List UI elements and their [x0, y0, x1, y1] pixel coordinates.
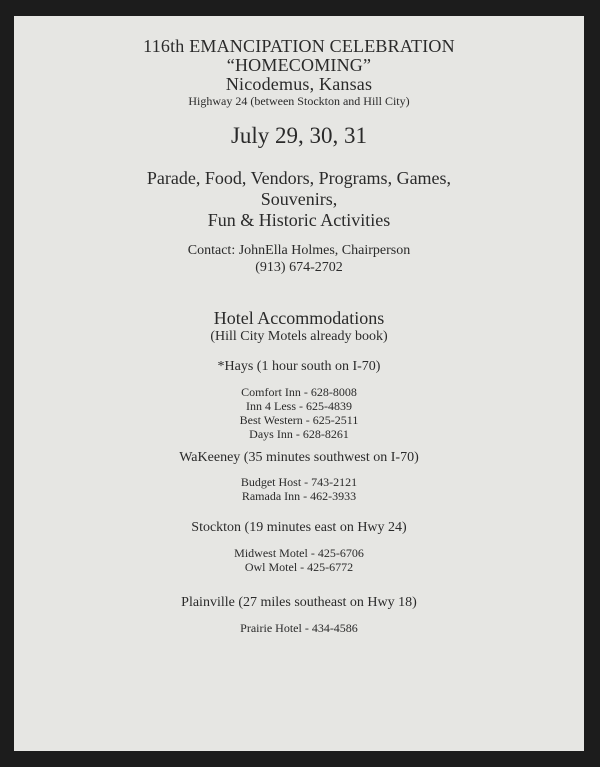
hotel-listing: Days Inn - 628-8261	[249, 427, 349, 441]
hotel-group-location: WaKeeney (35 minutes southwest on I-70)	[179, 450, 419, 465]
hotel-group-plainville	[14, 594, 584, 635]
event-location: Nicodemus, Kansas	[225, 74, 373, 94]
hotel-heading: Hotel Accommodations	[213, 308, 385, 328]
contact-name: Contact: JohnElla Holmes, Chairperson	[187, 243, 411, 258]
activities-line-3: Fun & Historic Activities	[207, 210, 391, 230]
hotel-listing: Inn 4 Less - 625-4839	[246, 399, 352, 413]
activities	[14, 168, 584, 231]
hotel-section-heading	[14, 308, 584, 345]
hotel-listing: Prairie Hotel - 434-4586	[240, 621, 358, 635]
hotel-listing: Midwest Motel - 425-6706	[234, 546, 364, 560]
hotel-group-wakeeney	[14, 449, 584, 503]
hotel-listing: Ramada Inn - 462-3933	[241, 489, 357, 503]
hotel-group-location: Stockton (19 minutes east on Hwy 24)	[191, 520, 407, 535]
hotel-group-location: *Hays (1 hour south on I-70)	[217, 359, 381, 374]
contact-phone: (913) 674-2702	[255, 260, 343, 275]
hotel-group-stockton	[14, 519, 584, 574]
hotel-note: (Hill City Motels already book)	[210, 329, 388, 344]
event-header	[14, 37, 584, 108]
hotel-group-location: Plainville (27 miles southeast on Hwy 18)	[181, 595, 417, 610]
event-title: 116th EMANCIPATION CELEBRATION	[143, 36, 455, 56]
event-directions: Highway 24 (between Stockton and Hill City)	[188, 94, 410, 108]
hotel-group-hays	[14, 358, 584, 441]
flyer-page	[14, 16, 584, 751]
activities-line-1: Parade, Food, Vendors, Programs, Games,	[146, 168, 452, 188]
activities-line-2: Souvenirs,	[260, 189, 338, 209]
event-dates: July 29, 30, 31	[230, 123, 368, 148]
hotel-listing: Best Western - 625-2511	[239, 413, 359, 427]
hotel-listing: Comfort Inn - 628-8008	[241, 385, 357, 399]
event-subtitle: “HOMECOMING”	[226, 55, 372, 75]
hotel-listing: Budget Host - 743-2121	[240, 475, 358, 489]
hotel-listing: Owl Motel - 425-6772	[244, 560, 354, 574]
contact-info	[14, 242, 584, 276]
